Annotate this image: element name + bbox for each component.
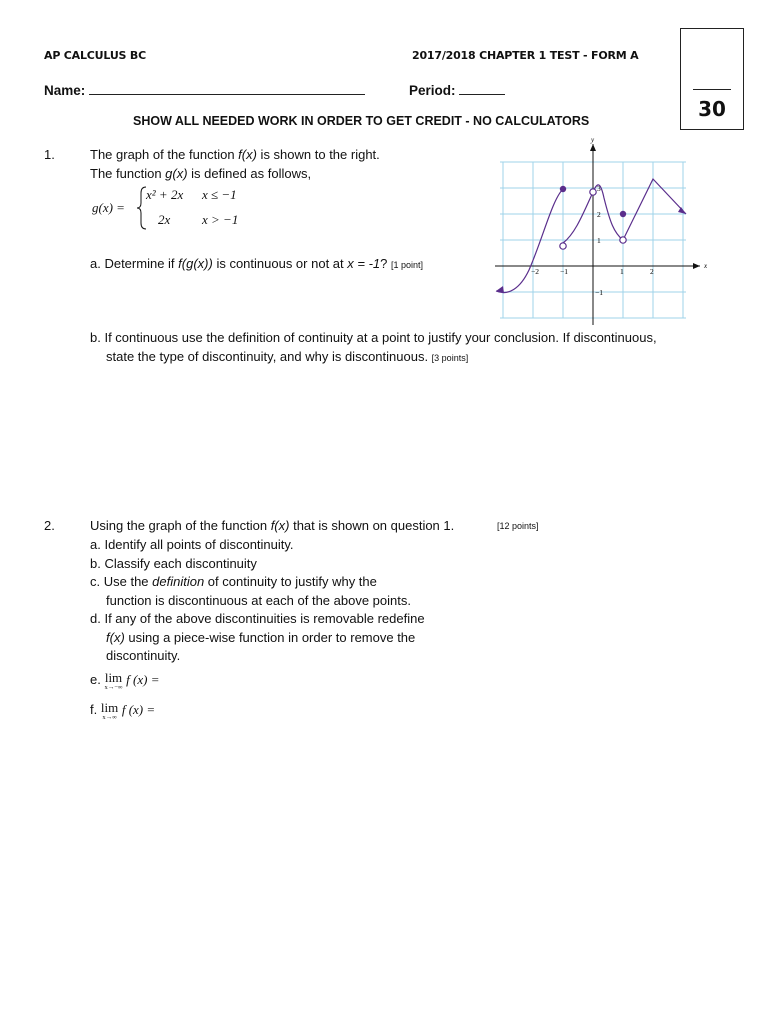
q1-line2: The function g(x) is defined as follows, — [90, 165, 312, 181]
open-point — [620, 237, 626, 243]
q2-part-c: c. Use the definition of continuity to justify why the — [90, 574, 377, 589]
g-lhs: g(x) = — [92, 200, 125, 215]
instructions: SHOW ALL NEEDED WORK IN ORDER TO GET CREDIT - NO CALCULATORS — [133, 114, 590, 128]
q2-part-e: e. lim x→−∞ f (x) = — [90, 670, 160, 691]
q2-part-a: a. Identify all points of discontinuity. — [90, 537, 294, 552]
right-end-arrow — [678, 207, 686, 214]
g-case1-cond: x ≤ −1 — [202, 187, 237, 202]
q1-part-b-line2: state the type of discontinuity, and why is discontinuous. [3 points] — [106, 348, 469, 364]
x-tick-label: 2 — [650, 267, 654, 276]
limit-expression: lim x→∞ — [100, 700, 119, 721]
x-tick-label: 1 — [620, 267, 624, 276]
x-tick-label: −2 — [531, 267, 539, 276]
q2-number: 2. — [44, 518, 55, 533]
q2-points: [12 points] — [497, 521, 539, 531]
q2-parts — [90, 536, 510, 666]
limit-expression: lim x→−∞ — [104, 670, 123, 691]
q2-intro: Using the graph of the function f(x) that is shown on question 1. — [90, 518, 455, 533]
q2-part-d-line2: f(x) using a piece-wise function in order to remove the — [106, 629, 416, 645]
score-blank[interactable] — [693, 89, 731, 90]
q1-intro — [90, 146, 480, 183]
q2-part-d-line3: discontinuity. — [106, 648, 181, 663]
q1-part-b-line1: b. If continuous use the definition of continuity at a point to justify your conclusion. If discontinuous, — [90, 330, 657, 345]
y-tick-label: 2 — [597, 210, 601, 219]
q2-part-c-line2: function is discontinuous at each of the above points. — [106, 592, 411, 608]
q1-part-b — [90, 329, 730, 367]
open-point — [590, 189, 596, 195]
x-axis-arrow — [693, 263, 700, 269]
q2-part-b: b. Classify each discontinuity — [90, 555, 257, 571]
fx-graph — [490, 135, 715, 330]
g-case2-cond: x > −1 — [202, 212, 239, 227]
name-row — [44, 82, 365, 98]
score-box — [680, 28, 744, 130]
period-field[interactable] — [459, 82, 505, 95]
period-label: Period: — [409, 83, 456, 98]
q2-part-d: d. If any of the above discontinuities is removable redefine — [90, 611, 425, 626]
q2-part-f: f. lim x→∞ f (x) = — [90, 700, 156, 721]
name-label: Name: — [44, 83, 86, 98]
y-tick-label: −1 — [595, 288, 603, 297]
q1-number: 1. — [44, 147, 55, 162]
period-row — [409, 82, 505, 98]
score-total: 30 — [698, 97, 726, 121]
fx-curve — [496, 179, 686, 293]
g-case1-expr: x² + 2x — [146, 187, 184, 202]
curve-left-branch — [496, 189, 563, 293]
open-point — [560, 243, 566, 249]
closed-point — [560, 186, 566, 192]
name-field[interactable] — [89, 82, 365, 95]
q1-line1: The graph of the function f(x) is shown to the right. — [90, 147, 380, 162]
x-axis-label: x — [704, 262, 708, 270]
y-axis-label: y — [591, 136, 595, 144]
q1-part-a: a. Determine if f(g(x)) is continuous or not at x = -1? [1 point] — [90, 256, 423, 271]
y-tick-label: 3 — [597, 184, 601, 193]
x-tick-label: −1 — [560, 267, 568, 276]
y-tick-label: 1 — [597, 236, 601, 245]
g-case2-expr: 2x — [158, 212, 171, 227]
y-axis-arrow — [590, 144, 596, 151]
test-title: 2017/2018 CHAPTER 1 TEST - FORM A — [412, 49, 639, 62]
course-title: AP CALCULUS BC — [44, 49, 146, 62]
closed-point — [620, 211, 626, 217]
